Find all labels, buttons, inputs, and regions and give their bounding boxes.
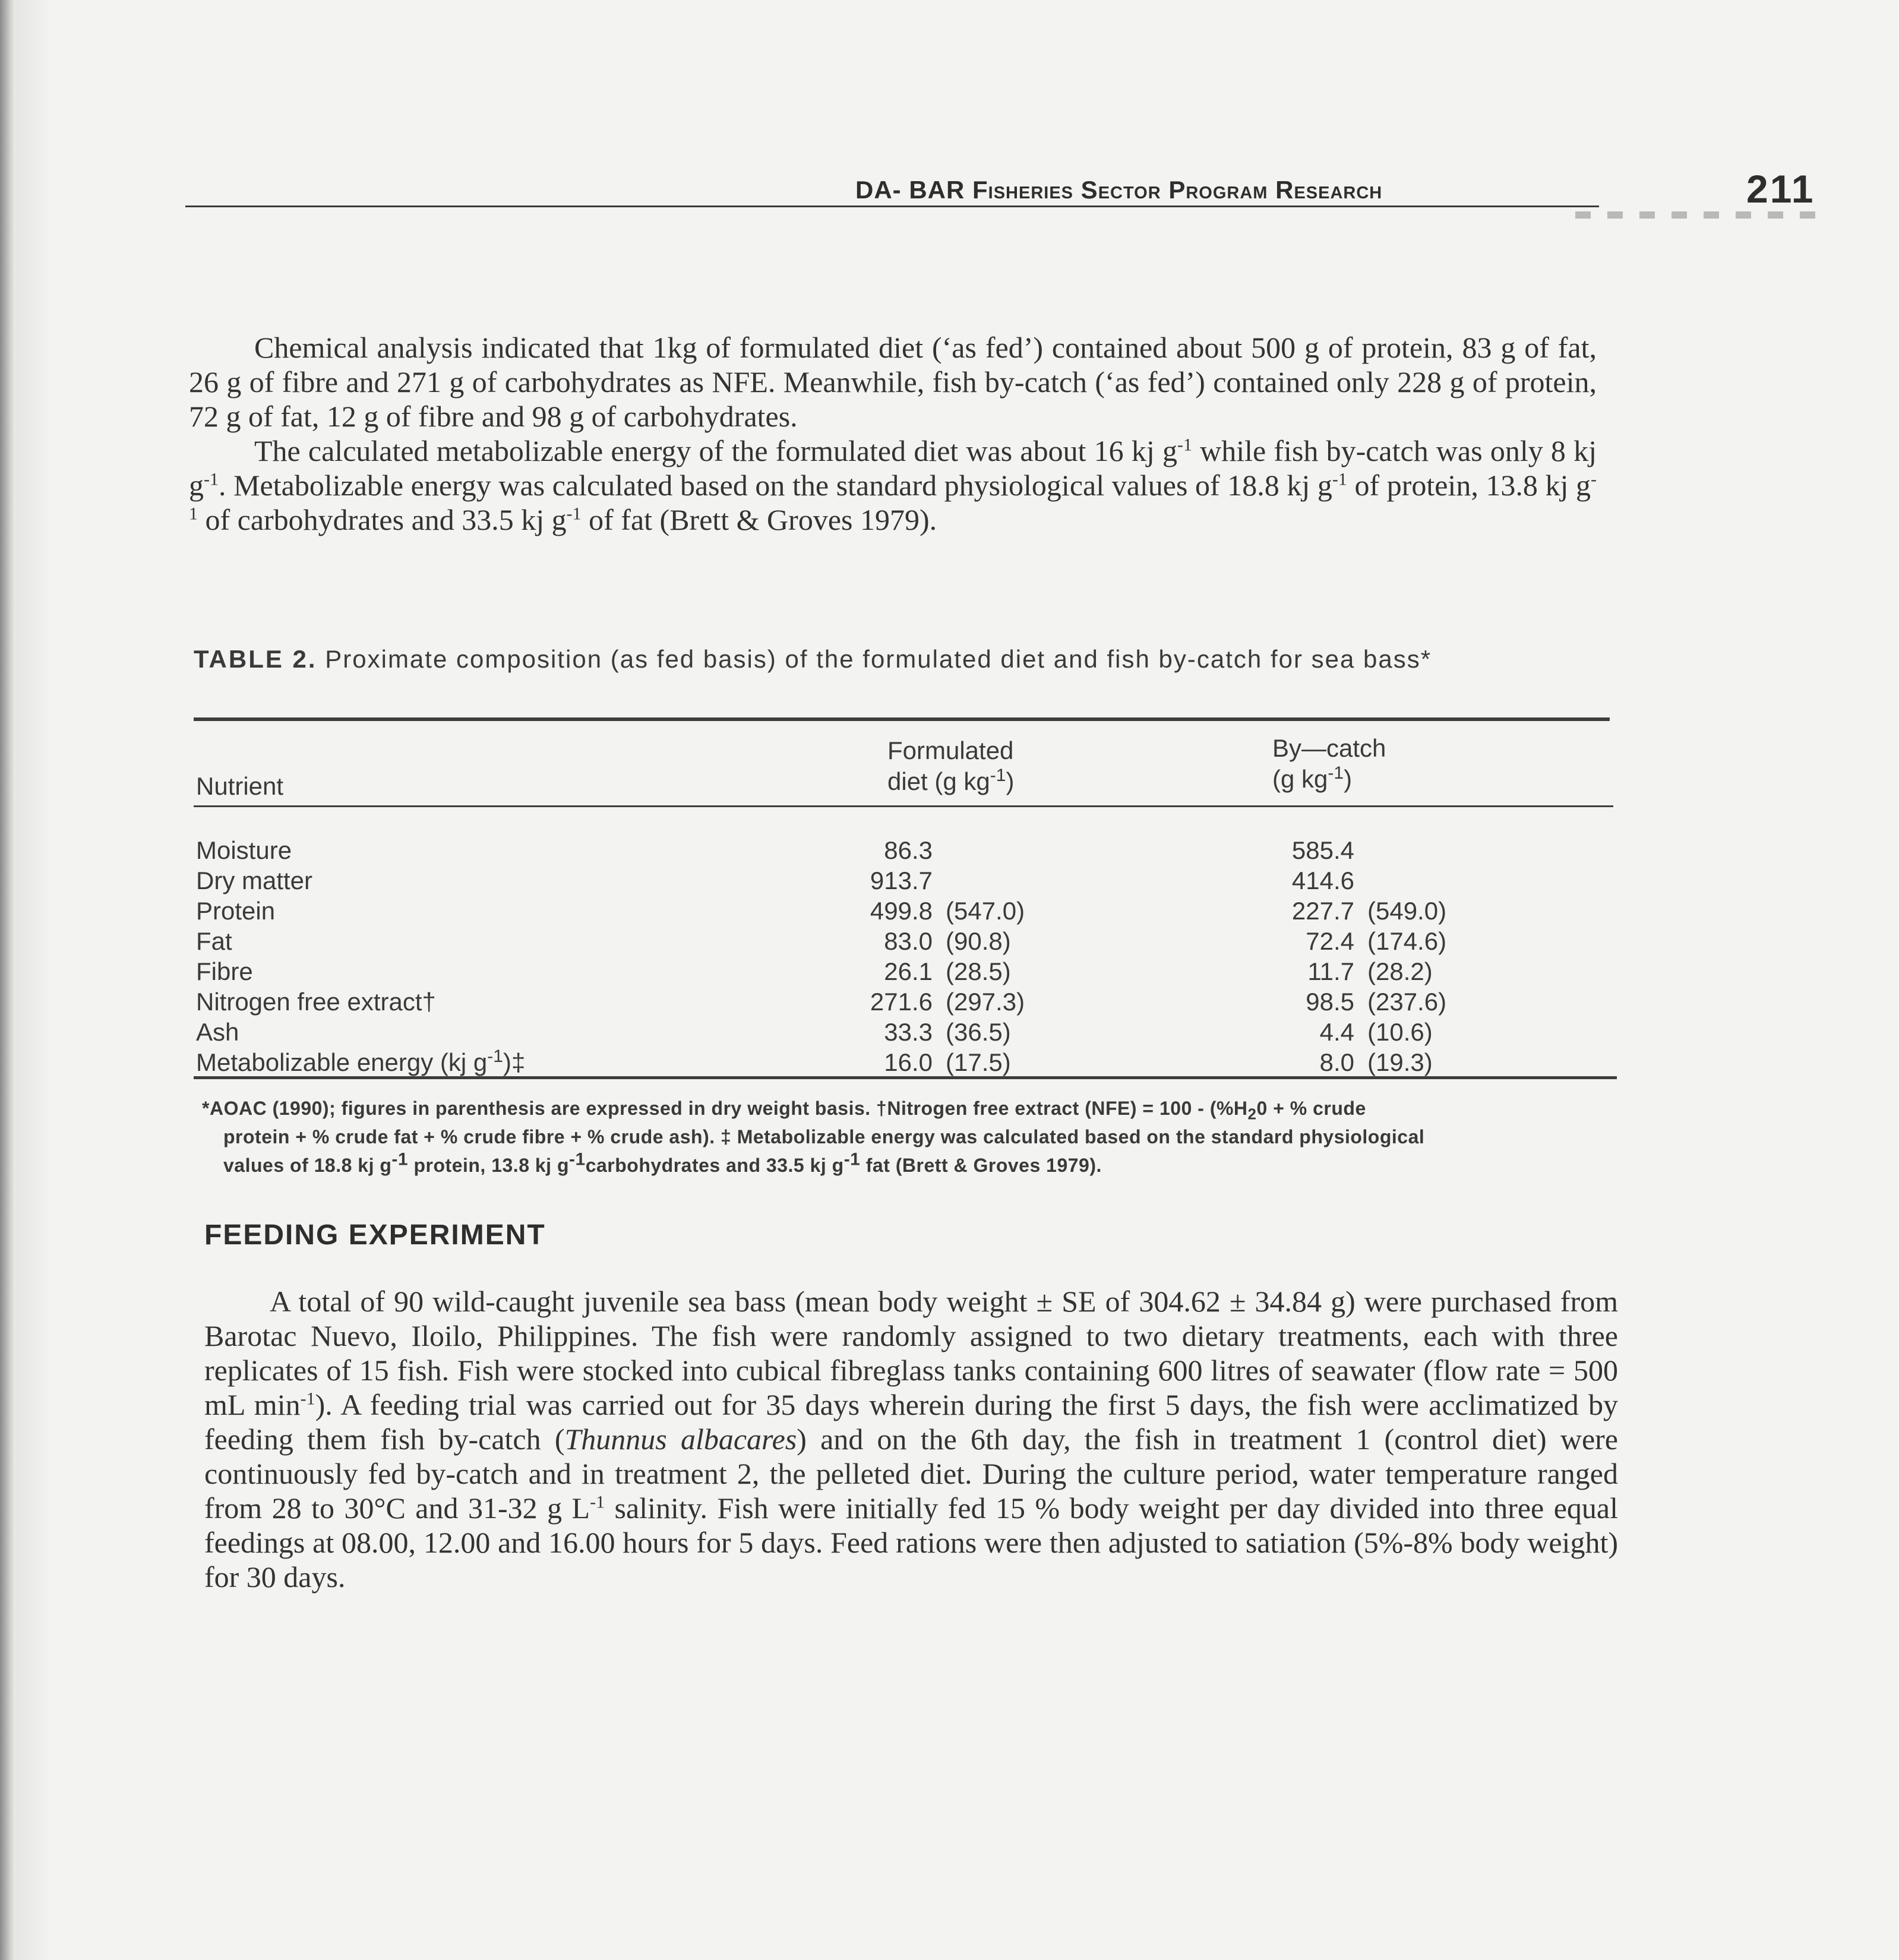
cell-bycatch-dry: (10.6) bbox=[1367, 1018, 1433, 1046]
table-label: TABLE 2. bbox=[194, 645, 317, 673]
cell-bycatch-dry: (549.0) bbox=[1367, 897, 1447, 925]
section-heading-feeding: FEEDING EXPERIMENT bbox=[204, 1219, 546, 1251]
table-caption-text: Proximate composition (as fed basis) of the formulated diet and fish by-catch for sea bass* bbox=[325, 645, 1432, 673]
cell-diet-dry: (17.5) bbox=[946, 1048, 1011, 1076]
cell-nutrient: Moisture bbox=[196, 836, 292, 864]
cell-diet: 33.3 bbox=[884, 1018, 933, 1046]
header-dot-strip bbox=[1575, 211, 1831, 221]
cell-diet: 499.8 bbox=[870, 897, 933, 925]
table-row bbox=[196, 987, 1610, 1017]
cell-diet: 16.0 bbox=[884, 1048, 933, 1076]
cell-diet-dry: (90.8) bbox=[946, 927, 1011, 955]
cell-bycatch: 585.4 bbox=[1291, 836, 1354, 864]
cell-bycatch: 11.7 bbox=[1307, 957, 1354, 985]
cell-bycatch-dry: (237.6) bbox=[1367, 988, 1447, 1016]
cell-bycatch-dry: (174.6) bbox=[1367, 927, 1447, 955]
cell-nutrient: Fibre bbox=[196, 957, 253, 985]
book-spine-shadow bbox=[0, 0, 15, 1960]
cell-nutrient: Metabolizable energy (kj $g^{-1})\ddagger$ bbox=[196, 1047, 526, 1076]
cell-bycatch: 72.4 bbox=[1306, 927, 1354, 955]
intro-paragraph-2: The calculated metabolizable energy of the formulated diet was about 16 kj $g^{-1}$ while fish by-catch was only 8 kj $g^{-1}$. Metabolizable energy was calculated based on the standard physiological values of 18.8 kj $g^{-1}$ of protein, 13.8 kj $g^{-1}$ of carbohydrates and 33.5 kj $g^{-1}$ of fat (Brett & Groves 1979). bbox=[189, 434, 1597, 536]
table-caption bbox=[194, 643, 1605, 714]
cell-bycatch: 414.6 bbox=[1291, 867, 1354, 894]
table-footnote: *AOAC (1990); figures in parenthesis are expressed in dry weight basis. †Nitrogen free extract $(NFE) = 100 - (\%H_20$ + % crude protein + % crude fat + % crude fibre + % crude ash). ‡ Metabolizable energy was calculated based on the standard physiological values of 18.8 kj $g^{-1}$ protein, 13.8 kj $g^{-1}carbohydrates$ and 33.5 kj $g^{-1}$ fat (Brett & Groves 1979). bbox=[202, 1098, 1425, 1176]
header-bycatch: By—catch (g $kg^{-1}$) bbox=[1272, 734, 1386, 793]
species-name: Thunnus albacares bbox=[564, 1422, 797, 1456]
cell-diet-dry: (547.0) bbox=[946, 897, 1025, 925]
cell-bycatch-dry: (28.2) bbox=[1367, 957, 1433, 985]
intro-paragraph-1: Chemical analysis indicated that 1kg of formulated diet (‘as fed’) contained about 500 g of protein, 83 g of fat, 26 g of fibre and 271 g of carbohydrates as NFE. Meanwhile, fish by-catch (‘as fed’) contained only 228 g of protein, 72 g of fat, 12 g of fibre and 98 g of carbohydrates. bbox=[189, 331, 1597, 433]
table-row bbox=[196, 1017, 1610, 1047]
cell-diet: 86.3 bbox=[884, 836, 933, 864]
cell-nutrient: Fat bbox=[196, 927, 232, 955]
cell-diet: 913.7 bbox=[870, 867, 933, 894]
page-gutter-shadow bbox=[15, 0, 51, 1960]
cell-diet-dry: (297.3) bbox=[946, 988, 1025, 1016]
cell-bycatch: 4.4 bbox=[1319, 1018, 1354, 1046]
running-head: DA- BAR Fisheries Sector Program Research bbox=[855, 176, 1383, 204]
table-row bbox=[196, 956, 1610, 987]
cell-bycatch: 227.7 bbox=[1291, 897, 1354, 925]
cell-nutrient: Nitrogen free extract† bbox=[196, 988, 436, 1016]
table-row bbox=[196, 926, 1610, 956]
cell-nutrient: Protein bbox=[196, 897, 276, 925]
feeding-paragraph: A total of 90 wild-caught juvenile sea bass (mean body weight ± SE of 304.62 ± 34.84 g) were purchased from Barotac Nuevo, Iloilo, Philippines. The fish were randomly assigned to two dietary treatments, each with three replicates of 15 fish. Fish were stocked into cubical fibreglass tanks containing 600 litres of seawater (flow rate = 500 mL $\min^{-1}$). A feeding trial was carried out for 35 days wherein during the first 5 days, the fish were acclimatized by feeding them fish by-catch (Thunnus albacares) and on the 6th day, the fish in treatment 1 (control diet) were continuously fed by-catch and in treatment 2, the pelleted diet. During the culture period, water temperature ranged from 28 to 30°C and 31-32 g $L^{-1}$ salinity. Fish were initially fed 15 % body weight per day divided into three equal feedings at 08.00, 12.00 and 16.00 hours for 5 days. Feed rations were then adjusted to satiation (5%-8% body weight) for 30 days. bbox=[204, 1285, 1618, 1594]
table-row bbox=[196, 865, 1610, 896]
page-number: 211 bbox=[1746, 167, 1815, 211]
table-top-rule bbox=[194, 717, 1610, 721]
cell-diet: 83.0 bbox=[884, 927, 933, 955]
cell-diet: 271.6 bbox=[870, 988, 933, 1016]
cell-nutrient: Ash bbox=[196, 1018, 239, 1046]
table-row bbox=[196, 1047, 1610, 1077]
cell-diet-dry: (36.5) bbox=[946, 1018, 1011, 1046]
intro-text bbox=[189, 330, 1597, 615]
cell-bycatch: 8.0 bbox=[1319, 1048, 1354, 1076]
cell-bycatch: 98.5 bbox=[1306, 988, 1354, 1016]
table-header-rule bbox=[194, 805, 1613, 807]
cell-bycatch-dry: (19.3) bbox=[1367, 1048, 1433, 1076]
cell-diet-dry: (28.5) bbox=[946, 957, 1011, 985]
header-rule bbox=[185, 206, 1599, 207]
table-row bbox=[196, 835, 1610, 865]
header-formulated: Formulated diet (g $kg^{-1}$) bbox=[887, 736, 1015, 795]
header-nutrient: Nutrient bbox=[196, 772, 284, 800]
cell-diet: 26.1 bbox=[884, 957, 933, 985]
table-row bbox=[196, 896, 1610, 926]
cell-nutrient: Dry matter bbox=[196, 867, 313, 894]
